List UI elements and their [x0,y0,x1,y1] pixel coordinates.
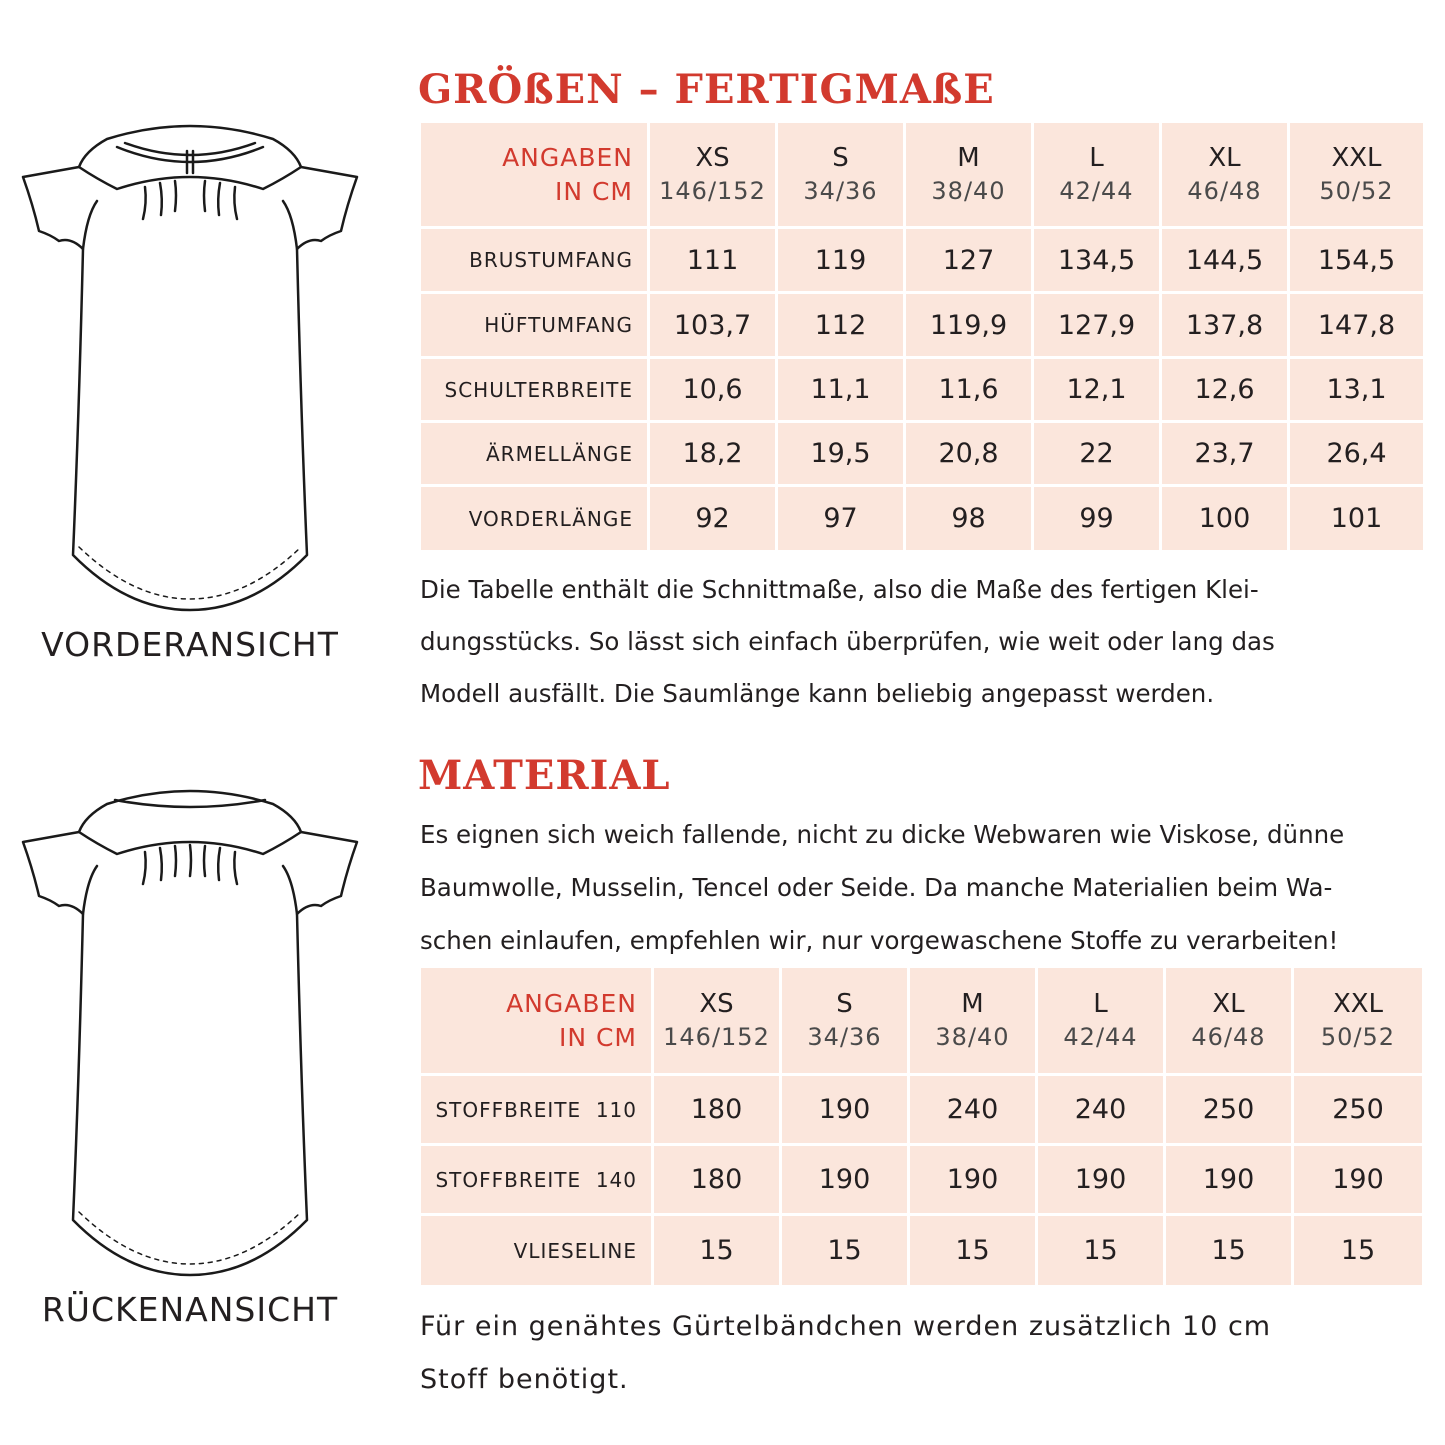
table-row [420,293,1425,358]
table-row [420,422,1425,486]
size-header-l: L 42/44 [1033,122,1161,228]
table-cell: 100 [1161,486,1289,552]
table-cell: 97 [777,486,905,552]
table-corner-label: ANGABEN IN CM [420,122,649,228]
table-cell: 19,5 [777,422,905,486]
table-cell: 147,8 [1289,293,1425,358]
table-cell: 15 [781,1215,909,1287]
table-row [420,228,1425,293]
table-cell: 154,5 [1289,228,1425,293]
sizes-note: Die Tabelle enthält die Schnittmaße, also die Maße des fertigen Klei- dungsstücks. So lässt sich einfach überprüfen, wie weit oder lang das Modell ausfällt. Die Saumlänge kann beliebig angepasst werden. [420,575,1275,708]
table-cell: 23,7 [1161,422,1289,486]
table-cell: 15 [909,1215,1037,1287]
table-cell: 26,4 [1289,422,1425,486]
table-row [420,1145,1424,1215]
finished-measurements-table [418,120,1426,553]
table-cell: 103,7 [649,293,777,358]
row-label: STOFFBREITE 110 [420,1075,653,1145]
table-cell: 144,5 [1161,228,1289,293]
table-corner-label: ANGABEN IN CM [420,967,653,1075]
table-cell: 190 [1165,1145,1293,1215]
row-label: VORDERLÄNGE [420,486,649,552]
row-label: SCHULTERBREITE [420,358,649,422]
table-cell: 180 [653,1075,781,1145]
material-heading: MATERIAL [418,752,671,799]
table-cell: 119,9 [905,293,1033,358]
table-cell: 15 [1165,1215,1293,1287]
table-cell: 15 [1037,1215,1165,1287]
table-cell: 250 [1293,1075,1424,1145]
size-header-xxl: XXL 50/52 [1293,967,1424,1075]
table-cell: 10,6 [649,358,777,422]
table-cell: 190 [781,1075,909,1145]
table-cell: 119 [777,228,905,293]
back-view-illustration [15,780,375,1280]
table-cell: 18,2 [649,422,777,486]
table-cell: 240 [1037,1075,1165,1145]
table-cell: 112 [777,293,905,358]
row-label: STOFFBREITE 140 [420,1145,653,1215]
table-cell: 250 [1165,1075,1293,1145]
size-header-xxl: XXL 50/52 [1289,122,1425,228]
table-cell: 13,1 [1289,358,1425,422]
table-cell: 12,1 [1033,358,1161,422]
table-cell: 190 [781,1145,909,1215]
front-view-illustration [15,115,375,615]
size-header-xs: XS 146/152 [653,967,781,1075]
table-row [420,358,1425,422]
table-cell: 98 [905,486,1033,552]
table-row [420,1075,1424,1145]
size-header-xs: XS 146/152 [649,122,777,228]
size-header-xl: XL 46/48 [1165,967,1293,1075]
size-header-xl: XL 46/48 [1161,122,1289,228]
table-cell: 92 [649,486,777,552]
row-label: ÄRMELLÄNGE [420,422,649,486]
table-row [420,486,1425,552]
table-row [420,1215,1424,1287]
table-cell: 15 [653,1215,781,1287]
table-cell: 180 [653,1145,781,1215]
size-header-m: M 38/40 [909,967,1037,1075]
row-label: HÜFTUMFANG [420,293,649,358]
table-cell: 22 [1033,422,1161,486]
size-header-s: S 34/36 [781,967,909,1075]
sizes-heading: GRÖßEN – FERTIGMAßE [418,66,995,113]
table-cell: 240 [909,1075,1037,1145]
back-view-label: RÜCKENANSICHT [41,1290,339,1329]
table-cell: 137,8 [1161,293,1289,358]
front-view-label: VORDERANSICHT [41,625,339,664]
row-label: BRUSTUMFANG [420,228,649,293]
table-cell: 190 [1037,1145,1165,1215]
size-header-l: L 42/44 [1037,967,1165,1075]
table-cell: 15 [1293,1215,1424,1287]
material-requirements-table [418,965,1425,1288]
table-cell: 190 [909,1145,1037,1215]
table-cell: 127 [905,228,1033,293]
size-header-s: S 34/36 [777,122,905,228]
table-cell: 11,6 [905,358,1033,422]
table-cell: 99 [1033,486,1161,552]
row-label: VLIESELINE [420,1215,653,1287]
size-header-m: M 38/40 [905,122,1033,228]
belt-note: Für ein genähtes Gürtelbändchen werden zusätzlich 10 cm Stoff benötigt. [420,1311,1272,1395]
table-cell: 127,9 [1033,293,1161,358]
table-cell: 101 [1289,486,1425,552]
table-cell: 134,5 [1033,228,1161,293]
table-cell: 20,8 [905,422,1033,486]
table-cell: 12,6 [1161,358,1289,422]
table-cell: 11,1 [777,358,905,422]
material-intro: Es eignen sich weich fallende, nicht zu dicke Webwaren wie Viskose, dünne Baumwolle, Musselin, Tencel oder Seide. Da manche Materialien beim Wa- schen einlaufen, empfehlen wir, nur vorgewaschene Stoffe zu verarbeiten! [420,820,1345,955]
table-cell: 111 [649,228,777,293]
table-cell: 190 [1293,1145,1424,1215]
